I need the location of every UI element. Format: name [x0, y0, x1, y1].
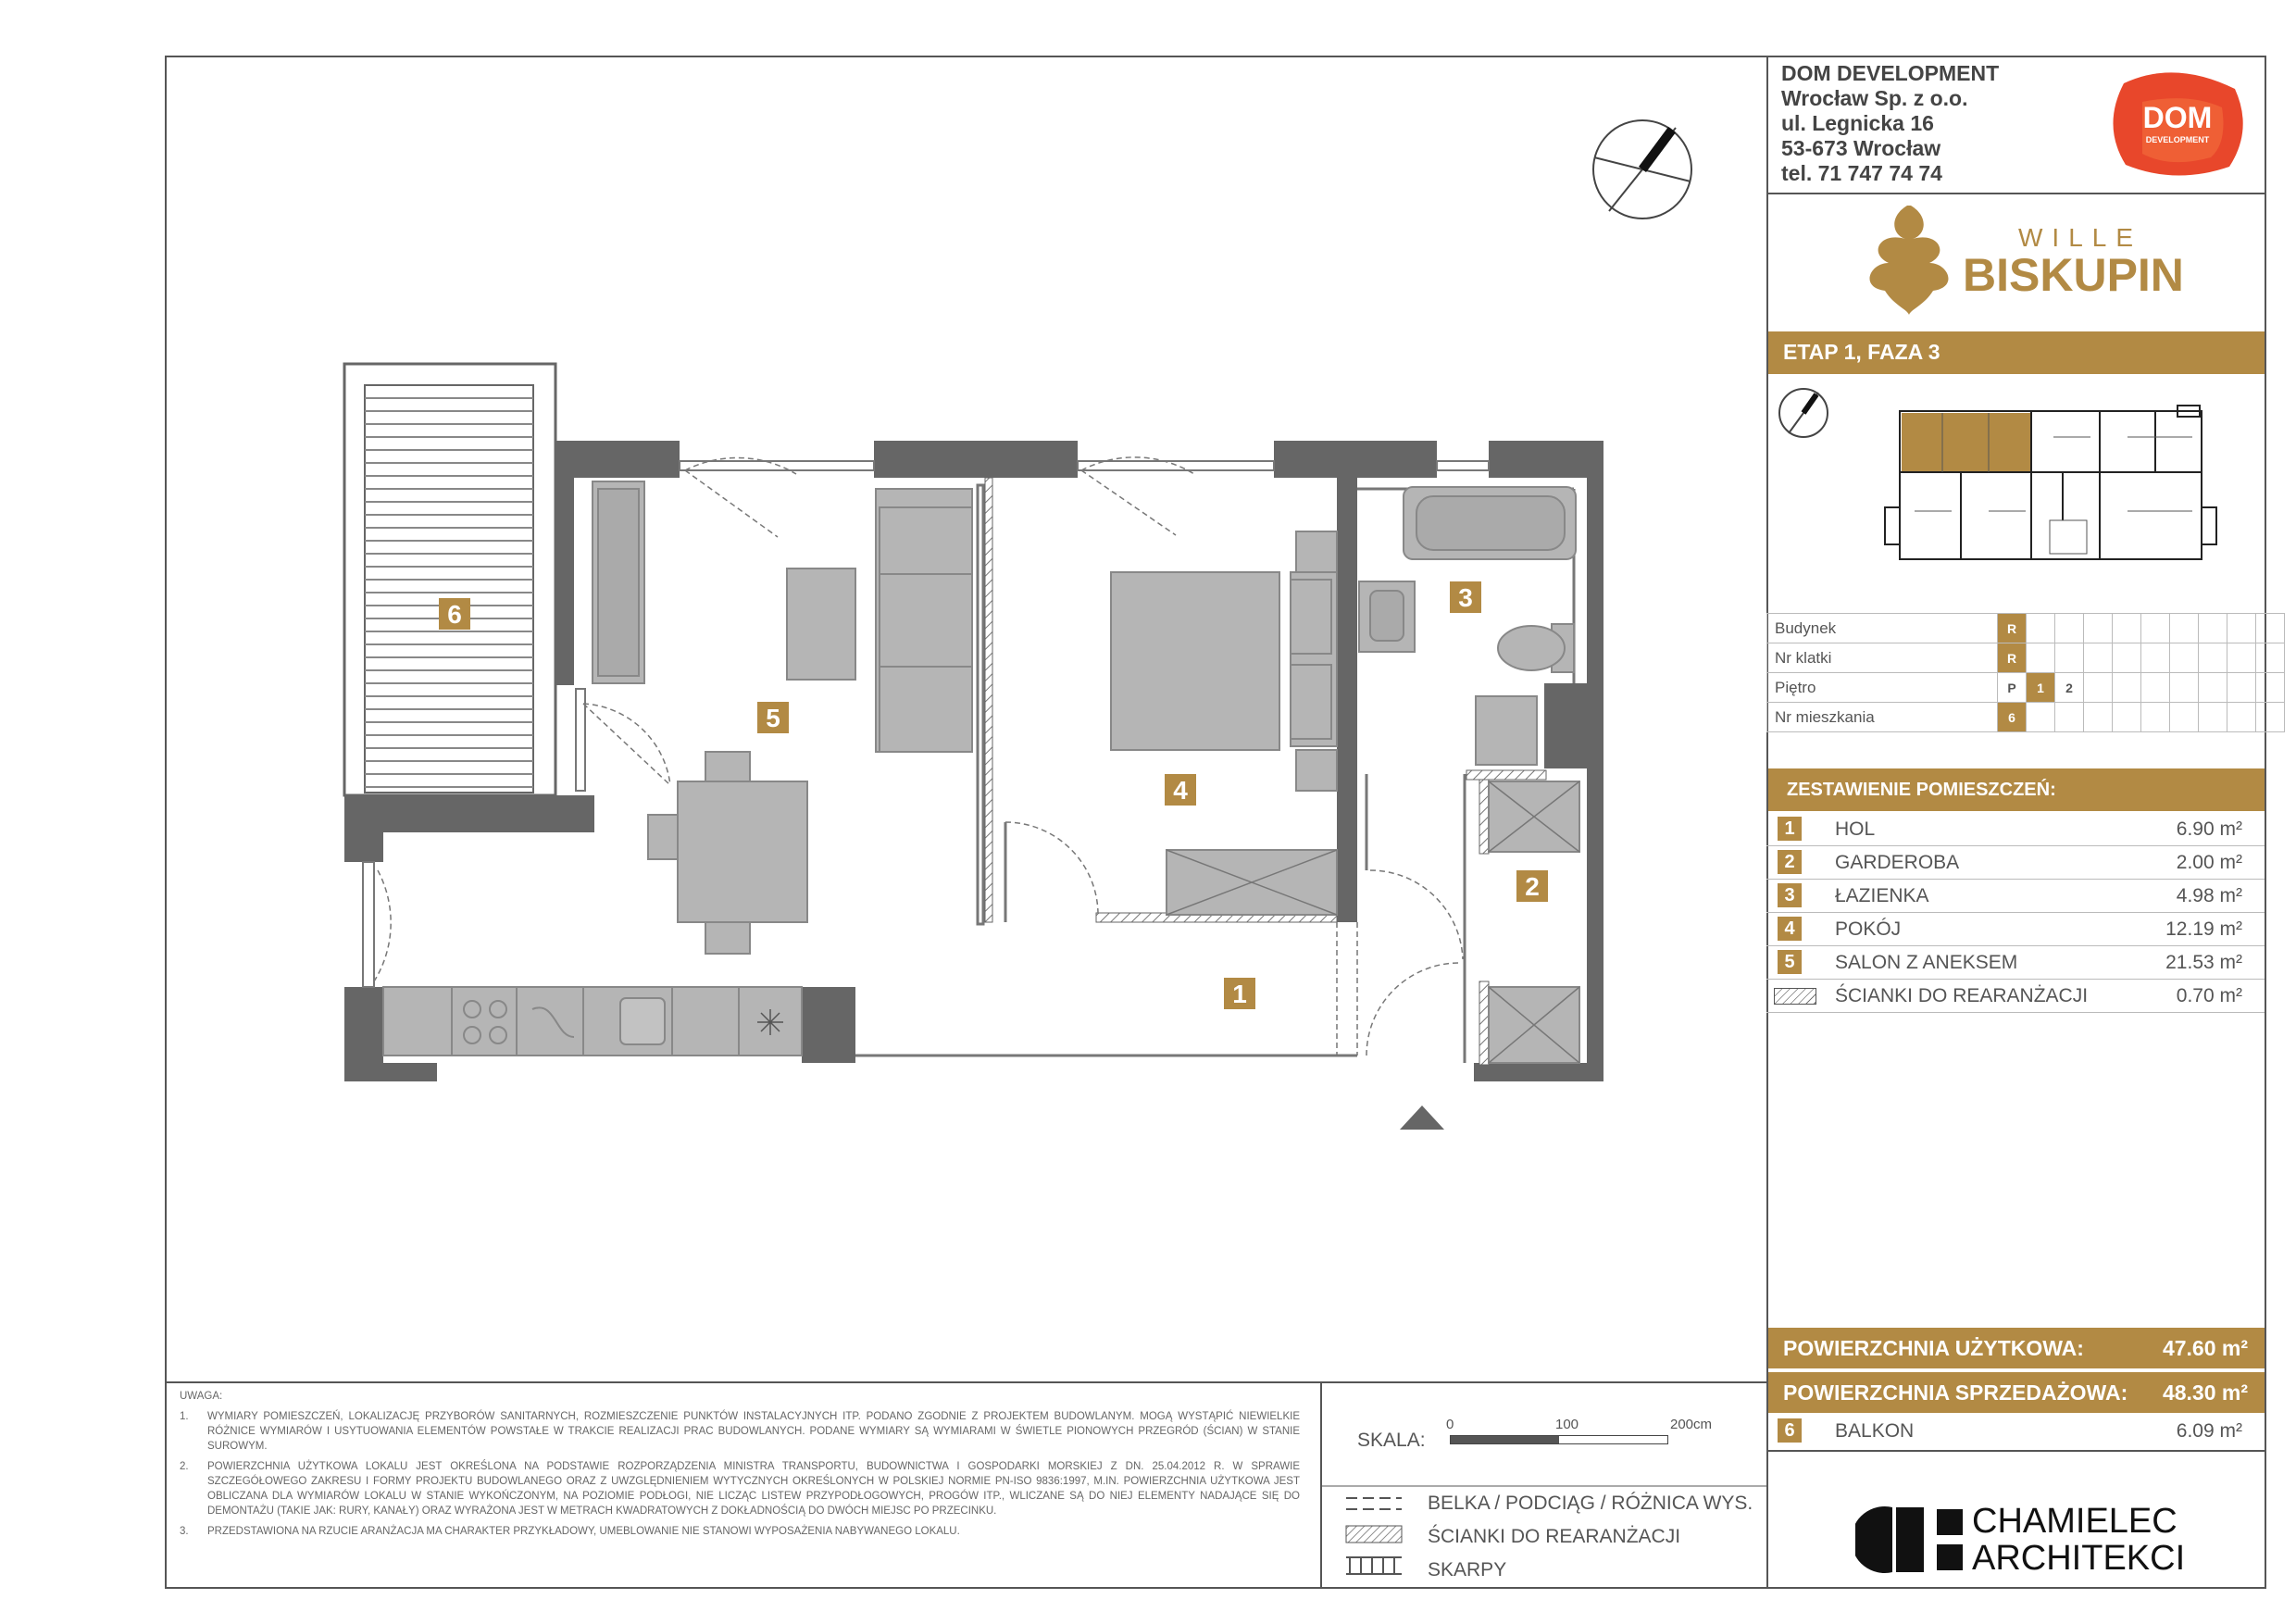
bathroom-fixtures	[1359, 487, 1576, 765]
chamielec-squares	[1937, 1509, 1963, 1570]
svg-text:6: 6	[447, 600, 462, 629]
north-arrow-icon	[1593, 120, 1691, 219]
company-name: DOM DEVELOPMENT	[1781, 61, 2000, 85]
room-row-scianki: ŚCIANKI DO REARANŻACJI 0.70 m²	[1766, 980, 2265, 1013]
title-sep-1	[1768, 193, 2265, 194]
sale-area-bar	[1768, 1372, 2265, 1413]
dashed-lines-icon	[1346, 1498, 1402, 1509]
svg-text:5: 5	[766, 704, 780, 732]
company-street: ul. Legnicka 16	[1781, 111, 1934, 135]
kitchen-counter	[383, 987, 802, 1056]
wille-biskupin-logo	[1852, 198, 2194, 322]
notes	[180, 1389, 1300, 1539]
legend-divider	[1322, 1485, 1766, 1487]
svg-text:DOM: DOM	[2142, 101, 2213, 134]
svg-text:3: 3	[1458, 583, 1473, 612]
sale-area-value: 48.30 m²	[2162, 1380, 2248, 1405]
chamielec-logo-icon	[1855, 1505, 1939, 1574]
row-apartment: Nr mieszkania 6	[1767, 703, 2285, 732]
notes-title: UWAGA:	[180, 1391, 223, 1402]
note-1: 1. WYMIARY POMIESZCZEŃ, LOKALIZACJĘ PRZYBORÓW SANITARNYCH, ROZMIESZCZENIE PUNKTÓW INSTALACYJNYCH ITP. PODANO ZGODNIE Z PROJEKTEM BUDOWLANYM. MOGĄ WYSTĄPIĆ NIEWIELKIE RÓŻNICE WYMIARÓW I USYTUOWANIA ELEMENTÓW POWSTAŁE W TRAKCIE REALIZACJI PRAC BUDOWLANYCH. PODANE WYMIARY SĄ WYMIARAMI W ŚWIETLE PIONOWYCH PRZEGRÓD (ŚCIAN) W STANIE SUROWYM.	[180, 1411, 1300, 1452]
legend-icons	[1342, 1493, 1407, 1578]
oak-leaf-icon	[1870, 206, 1949, 315]
living-furniture	[593, 481, 1337, 954]
row-building: Budynek R	[1767, 614, 2285, 643]
architect-line1: CHAMIELEC	[1972, 1502, 2177, 1541]
room-row-garderoba: 2 GARDEROBA 2.00 m²	[1766, 846, 2265, 880]
company-phone: tel. 71 747 74 74	[1781, 161, 1942, 185]
scale-tick-100: 100	[1555, 1417, 1579, 1432]
room-row-pokoj: 4 POKÓJ 12.19 m²	[1766, 913, 2265, 946]
note-3: 3. PRZEDSTAWIONA NA RZUCIE ARANŻACJA MA CHARAKTER PRZYKŁADOWY, UMEBLOWANIE NIE STANOWI WYPOSAŻENIA NABYWANEGO LOKALU.	[180, 1526, 960, 1537]
room-row-salon: 5 SALON Z ANEKSEM 21.53 m²	[1766, 946, 2265, 980]
svg-text:DEVELOPMENT: DEVELOPMENT	[2145, 135, 2210, 144]
svg-text:4: 4	[1173, 776, 1188, 805]
company-entity: Wrocław Sp. z o.o.	[1781, 86, 1968, 110]
dom-development-logo	[2105, 65, 2248, 180]
key-plan	[1776, 381, 2257, 600]
legend-rearrangement: ŚCIANKI DO REARANŻACJI	[1428, 1526, 1681, 1547]
room-row-lazienka: 3 ŁAZIENKA 4.98 m²	[1766, 880, 2265, 913]
svg-text:WILLE: WILLE	[2018, 223, 2143, 252]
legend-sills: SKARPY	[1428, 1559, 1507, 1580]
note-2: 2. POWIERZCHNIA UŻYTKOWA LOKALU JEST OKREŚLONA NA PODSTAWIE ROZPORZĄDZENIA MINISTRA TRANSPORTU, BUDOWNICTWA I GOSPODARKI MORSKIEJ Z DN. 25.04.2012 R. W SPRAWIE SZCZEGÓŁOWEGO ZAKRESU I FORMY PROJEKTU BUDOWLANEGO ORAZ Z UWZGLĘDNIENIEM WYTYCZNYCH OKREŚLONYCH W POLSKIEJ NORMIE PN-ISO 9836:1997, M.IN. POWIERZCHNIA UŻYTKOWA JEST OBLICZANA DLA WYMIARÓW LOKALU W STANIE WYKOŃCZONYM, NA POZIOMIE PODŁOGI, NIE LICZĄC LISTEW PRZYPODŁOGOWYCH, PROGÓW ITP., WLICZANE SĄ DO NIEJ ELEMENTY NADAJĄCE SIĘ DO DEMONTAŻU (TAKIE JAK: RURY, KANAŁY) ORAZ WYRAŻONA JEST W METRACH KWADRATOWYCH Z DOKŁADNOŚCIĄ DO DWÓCH MIEJSC PO PRZECINKU.	[180, 1461, 1300, 1517]
room-row-balkon: 6 BALKON 6.09 m²	[1766, 1415, 2265, 1452]
svg-text:BISKUPIN: BISKUPIN	[1963, 249, 2184, 301]
stage-bar	[1768, 331, 2265, 374]
sill-icon	[1346, 1557, 1402, 1574]
scale-label: SKALA:	[1357, 1430, 1426, 1451]
architect-line2: ARCHITEKCI	[1972, 1539, 2186, 1578]
hatch-icon	[1774, 988, 1816, 1005]
scale-tick-200: 200cm	[1670, 1417, 1713, 1432]
stage-label: ETAP 1, FAZA 3	[1783, 340, 1940, 364]
usable-area-bar	[1768, 1328, 2265, 1368]
company-city: 53-673 Wrocław	[1781, 136, 1941, 160]
rearrangement-walls	[985, 478, 1546, 1065]
key-north-icon	[1779, 389, 1828, 437]
balcony	[344, 364, 555, 795]
hatch-icon	[1346, 1526, 1402, 1543]
usable-area-value: 47.60 m²	[2162, 1336, 2248, 1360]
room-row-hol: 1 HOL 6.90 m²	[1766, 813, 2265, 846]
usable-area-label: POWIERZCHNIA UŻYTKOWA:	[1783, 1336, 2084, 1360]
svg-text:1: 1	[1232, 980, 1247, 1008]
row-floor: Piętro P 1 2	[1767, 673, 2285, 703]
entrance-arrow-icon	[1400, 1106, 1444, 1130]
svg-text:2: 2	[1525, 872, 1540, 901]
sale-area-label: POWIERZCHNIA SPRZEDAŻOWA:	[1783, 1380, 2128, 1405]
scale-bar	[1450, 1435, 1668, 1444]
unit-info-table	[1766, 613, 2285, 732]
cloakroom-wardrobes	[1489, 781, 1579, 1063]
row-staircase: Nr klatki R	[1767, 643, 2285, 673]
extractor-icon	[757, 1009, 783, 1035]
company-address	[1781, 61, 1999, 186]
legend-beam: BELKA / PODCIĄG / RÓŻNICA WYS.	[1428, 1493, 1753, 1514]
rooms-header: ZESTAWIENIE POMIESZCZEŃ:	[1768, 768, 2265, 811]
scale-tick-0: 0	[1446, 1417, 1454, 1432]
